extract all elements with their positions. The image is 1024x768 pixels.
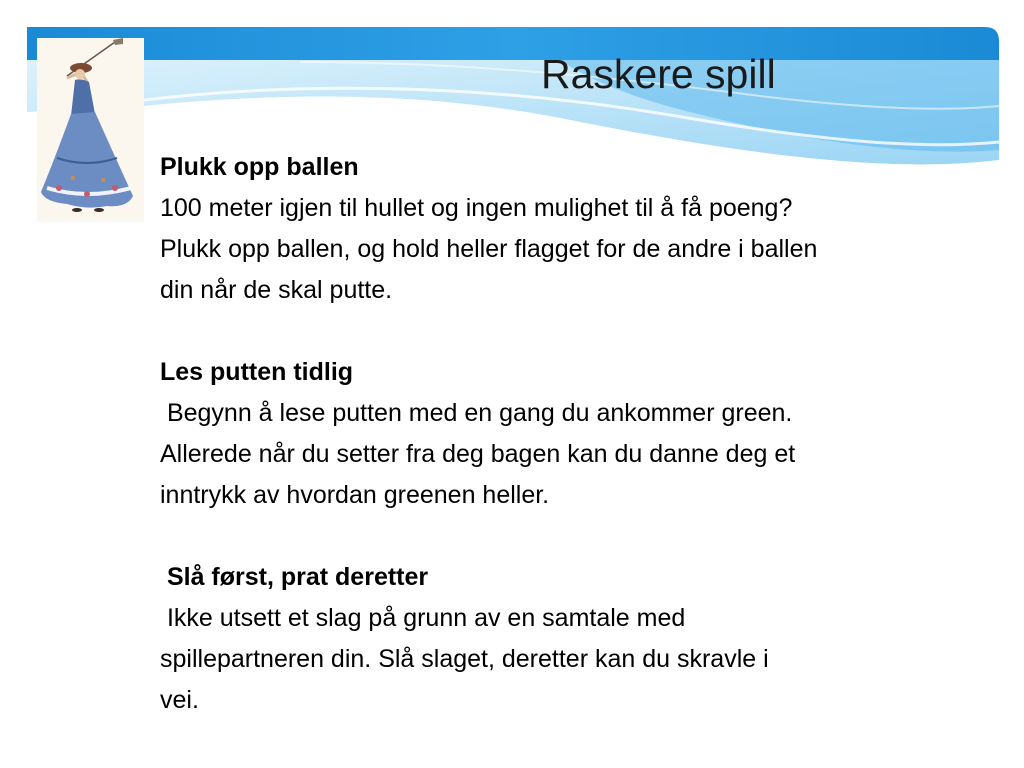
tip-heading: Plukk opp ballen: [160, 153, 359, 181]
tip-heading: Slå først, prat deretter: [160, 563, 429, 591]
tip-text-line: Begynn å lese putten med en gang du ankommer green.: [160, 399, 793, 427]
golfer-illustration: [37, 38, 144, 222]
tip-text-line: vei.: [160, 686, 199, 714]
tip-section-read-putt-early: [160, 352, 1010, 516]
tip-text-line: spillepartneren din. Slå slaget, deretter kan du skravle i: [160, 645, 769, 673]
tip-text-line: Allerede når du setter fra deg bagen kan du danne deg et: [160, 440, 796, 468]
tip-heading: Les putten tidlig: [160, 358, 354, 386]
slide-body: [160, 147, 1010, 721]
tip-text-line: Ikke utsett et slag på grunn av en samtale med: [160, 604, 686, 632]
slide-title: Raskere spill: [541, 51, 776, 97]
tip-text-line: inntrykk av hvordan greenen heller.: [160, 481, 550, 509]
tip-text-line: din når de skal putte.: [160, 276, 393, 304]
tip-section-pick-up-ball: [160, 147, 1010, 311]
vintage-woman-golfer-icon: [37, 38, 144, 222]
tip-text-line: Plukk opp ballen, og hold heller flagget for de andre i ballen: [160, 235, 818, 263]
tip-section-hit-first-talk-later: [160, 557, 1010, 721]
tip-text-line: 100 meter igjen til hullet og ingen mulighet til å få poeng?: [160, 194, 793, 222]
